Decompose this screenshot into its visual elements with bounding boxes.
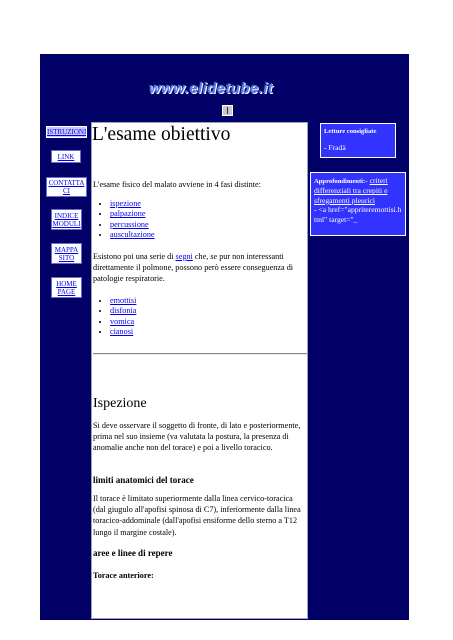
sign-link-disfonia[interactable]: disfonia [110, 306, 137, 316]
deepening-raw-text: - <a href="appriteremottisi.html" target="_ [314, 205, 402, 224]
deepening-link[interactable]: criteri differenziali tra crepiti e sfregamenti pleurici [314, 176, 388, 205]
divider [93, 353, 307, 355]
sidebar-item-mappa-sito[interactable]: MAPPA SITO [51, 243, 82, 264]
suggested-readings-title: Letture consigliate [324, 128, 377, 135]
page-title: L'esame obiettivo [92, 124, 231, 145]
phase-link-ispezione[interactable]: ispezione [110, 199, 141, 208]
main-content [91, 122, 308, 619]
book-icon[interactable] [222, 105, 233, 116]
sidebar-item-istruzioni[interactable]: ISTRUZIONI [47, 128, 87, 136]
list-item [110, 327, 136, 337]
site-logo[interactable]: www.elidetube.it [149, 80, 274, 97]
list-item [110, 230, 155, 240]
deepening-box [310, 172, 406, 236]
phase-link-percussione[interactable]: percussione [110, 219, 149, 229]
list-item [110, 220, 155, 230]
list-item [110, 209, 155, 219]
sidebar-item-contattaci[interactable]: CONTATTACI [46, 177, 87, 197]
list-item [110, 296, 136, 306]
deepening-title: Approfondimenti: [314, 178, 366, 185]
section-text: Si deve osservare il soggetto di fronte, di lato e posteriormente, prima nel suo insieme (va valutata la postura, la presenza di anomalie anche non del torace) e poi a livello toracico. [93, 421, 301, 453]
deepening-prefix: - [365, 176, 370, 185]
subsection-title-limiti: limiti anatomici del torace [93, 475, 194, 485]
sidebar-item-indice-moduli[interactable]: INDICE MODULI [51, 209, 82, 230]
intro-text: L'esame fisico del malato avviene in 4 fasi distinte: [93, 180, 261, 189]
suggested-reading-item[interactable]: - Fradà [324, 143, 346, 153]
subsection-label: Torace anteriore: [93, 571, 154, 580]
sidebar-item-link[interactable]: LINK [51, 150, 81, 163]
section-title: Ispezione [93, 396, 147, 411]
signs-text-before: Esistono poi una serie di [93, 252, 176, 261]
sign-link-emottisi[interactable]: emottisi [110, 296, 137, 305]
phase-link-palpazione[interactable]: palpazione [110, 209, 146, 219]
sign-link-cianosi[interactable]: cianosi [110, 326, 134, 336]
phases-list [92, 199, 155, 240]
subsection-text-limiti: Il torace è limitato superiormente dalla linea cervico-toracica (dal giugulo all'apofisi spinosa di C7), inferiormente dalla linea toracico-addominale (dall'apofisi ensiforme dello sterno a T12 lungo il margine costale). [93, 494, 301, 537]
signs-list [92, 296, 136, 337]
list-item [110, 199, 155, 209]
suggested-readings-box [320, 123, 396, 158]
subsection-title-aree: aree e linee di repere [93, 548, 173, 558]
phase-link-auscultazione[interactable]: auscultazione [110, 229, 155, 239]
sidebar-item-home-page[interactable]: HOME PAGE [51, 277, 82, 298]
list-item [110, 306, 136, 316]
sign-link-vomica[interactable]: vomica [110, 316, 135, 326]
deepening-line [314, 176, 402, 205]
signs-link[interactable]: segni [175, 252, 193, 261]
signs-paragraph [93, 251, 307, 285]
list-item [110, 317, 136, 327]
signs-text-after: che, se pur non interessanti direttamente il polmone, possono però essere conseguenza di patologie respiratorie. [93, 252, 294, 284]
